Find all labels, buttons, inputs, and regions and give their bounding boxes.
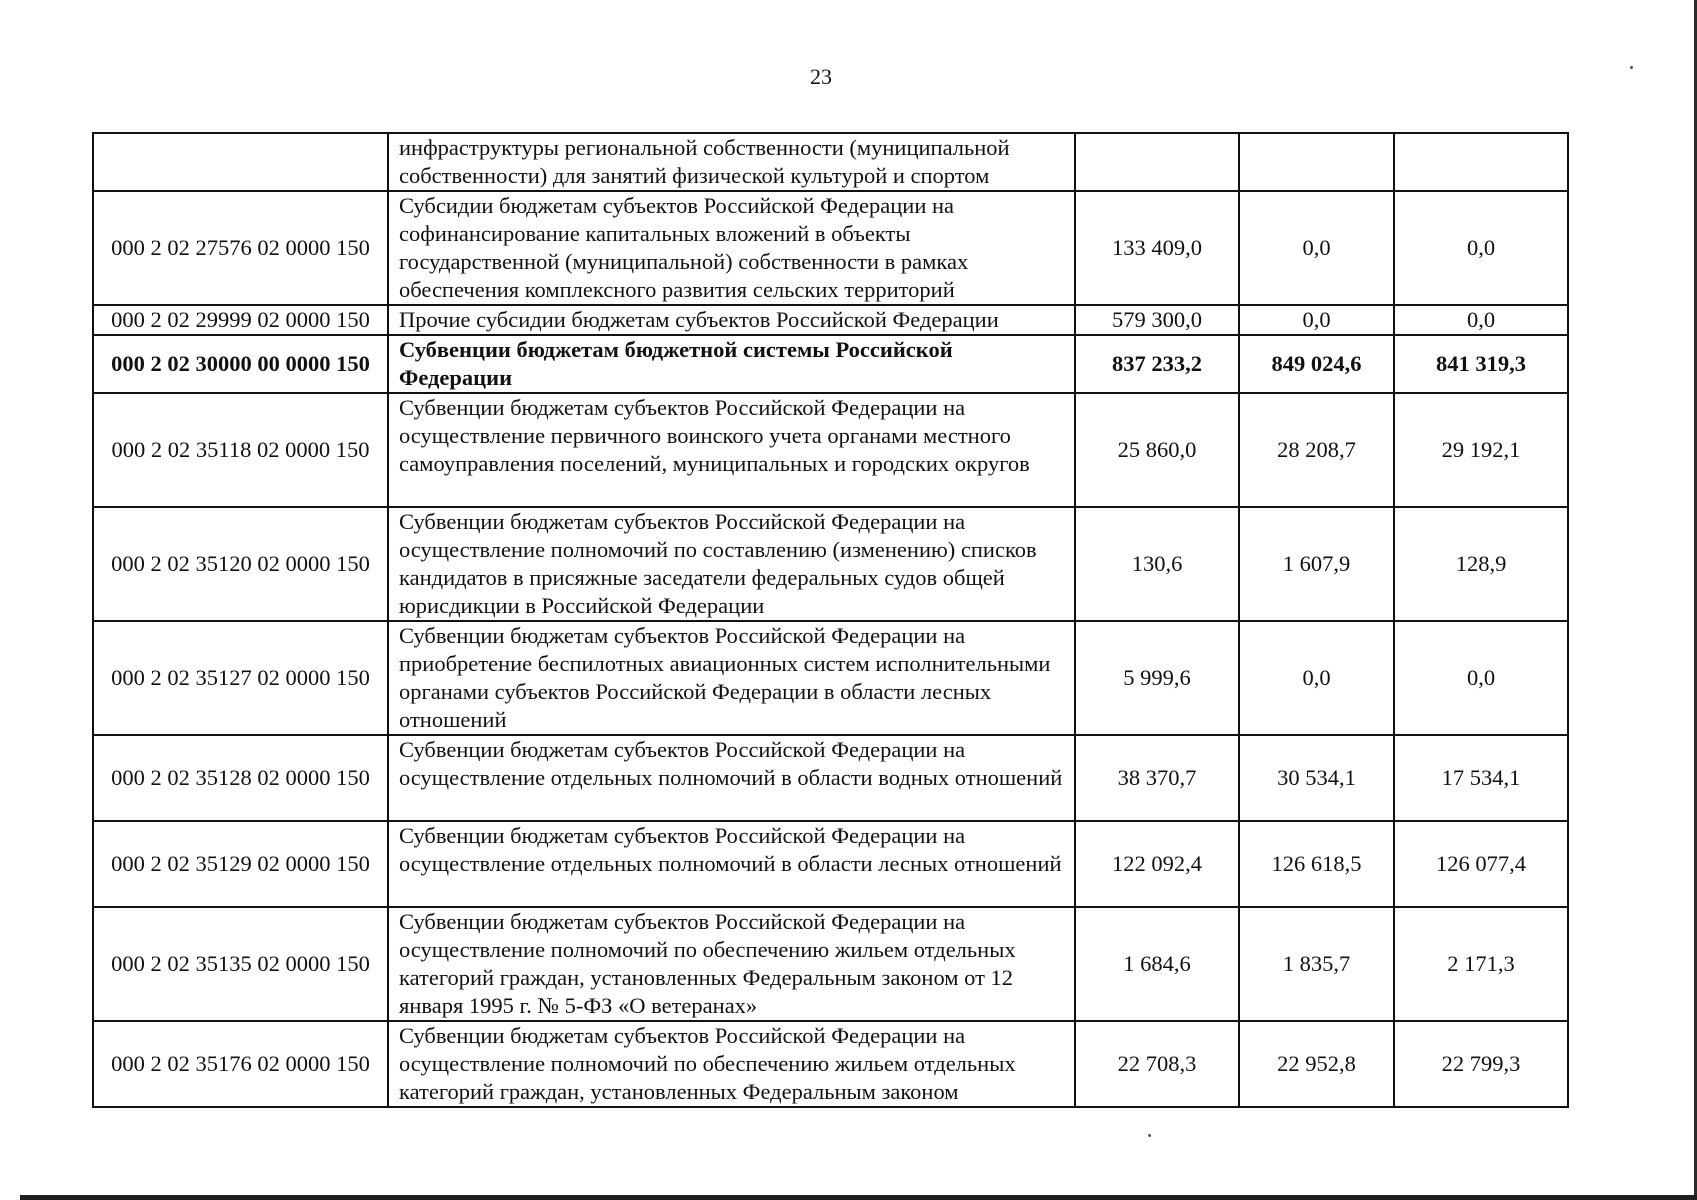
row-description: Субвенции бюджетам бюджетной системы Российской Федерации bbox=[388, 335, 1075, 393]
row-value-1: 22 708,3 bbox=[1075, 1021, 1239, 1107]
row-value-2: 1 835,7 bbox=[1239, 907, 1394, 1021]
row-value-3: 22 799,3 bbox=[1394, 1021, 1568, 1107]
row-description: Субвенции бюджетам субъектов Российской Федерации на осуществление отдельных полномочий в области водных отношений bbox=[388, 735, 1075, 821]
table-row bbox=[93, 1021, 1568, 1107]
row-description: Прочие субсидии бюджетам субъектов Российской Федерации bbox=[388, 305, 1075, 335]
scan-speck bbox=[1630, 66, 1633, 69]
row-value-1: 25 860,0 bbox=[1075, 393, 1239, 507]
scan-speck bbox=[1148, 1134, 1151, 1137]
budget-table-body bbox=[93, 133, 1568, 1107]
row-value-2: 0,0 bbox=[1239, 621, 1394, 735]
row-code: 000 2 02 35135 02 0000 150 bbox=[93, 907, 388, 1021]
row-description: Субвенции бюджетам субъектов Российской Федерации на осуществление полномочий по составлению (изменению) списков кандидатов в присяжные заседатели федеральных судов общей юрисдикции в Российской Федерации bbox=[388, 507, 1075, 621]
row-description: Субвенции бюджетам субъектов Российской Федерации на приобретение беспилотных авиационных систем исполнительными органами субъектов Российской Федерации в области лесных отношений bbox=[388, 621, 1075, 735]
row-value-3: 17 534,1 bbox=[1394, 735, 1568, 821]
page-number: 23 bbox=[810, 64, 832, 89]
row-code: 000 2 02 35118 02 0000 150 bbox=[93, 393, 388, 507]
row-value-2: 28 208,7 bbox=[1239, 393, 1394, 507]
row-value-1: 122 092,4 bbox=[1075, 821, 1239, 907]
row-value-1: 5 999,6 bbox=[1075, 621, 1239, 735]
row-description: Субвенции бюджетам субъектов Российской Федерации на осуществление отдельных полномочий в области лесных отношений bbox=[388, 821, 1075, 907]
row-code: 000 2 02 35128 02 0000 150 bbox=[93, 735, 388, 821]
scan-bottom-edge bbox=[20, 1195, 1697, 1200]
table-row-total bbox=[93, 335, 1568, 393]
row-description: Субвенции бюджетам субъектов Российской Федерации на осуществление первичного воинского учета органами местного самоуправления поселений, муниципальных и городских округов bbox=[388, 393, 1075, 507]
row-value-3: 0,0 bbox=[1394, 621, 1568, 735]
table-row bbox=[93, 305, 1568, 335]
row-code: 000 2 02 30000 00 0000 150 bbox=[93, 335, 388, 393]
row-value-3 bbox=[1394, 133, 1568, 191]
table-row bbox=[93, 907, 1568, 1021]
row-value-3: 0,0 bbox=[1394, 305, 1568, 335]
table-row bbox=[93, 735, 1568, 821]
table-row bbox=[93, 821, 1568, 907]
row-value-1: 1 684,6 bbox=[1075, 907, 1239, 1021]
row-value-3: 29 192,1 bbox=[1394, 393, 1568, 507]
row-value-3: 841 319,3 bbox=[1394, 335, 1568, 393]
row-value-2: 30 534,1 bbox=[1239, 735, 1394, 821]
row-value-2 bbox=[1239, 133, 1394, 191]
row-value-1: 133 409,0 bbox=[1075, 191, 1239, 305]
row-description: инфраструктуры региональной собственности (муниципальной собственности) для занятий физической культурой и спортом bbox=[388, 133, 1075, 191]
row-value-2: 22 952,8 bbox=[1239, 1021, 1394, 1107]
table-row bbox=[93, 507, 1568, 621]
row-code: 000 2 02 27576 02 0000 150 bbox=[93, 191, 388, 305]
row-description: Субвенции бюджетам субъектов Российской Федерации на осуществление полномочий по обеспечению жильем отдельных категорий граждан, установленных Федеральным законом от 12 января 1995 г. № 5-ФЗ «О ветеранах» bbox=[388, 907, 1075, 1021]
row-value-3: 0,0 bbox=[1394, 191, 1568, 305]
row-code: 000 2 02 35127 02 0000 150 bbox=[93, 621, 388, 735]
row-value-2: 0,0 bbox=[1239, 191, 1394, 305]
table-row bbox=[93, 191, 1568, 305]
table-row bbox=[93, 621, 1568, 735]
row-value-2: 849 024,6 bbox=[1239, 335, 1394, 393]
row-value-2: 1 607,9 bbox=[1239, 507, 1394, 621]
budget-table bbox=[92, 132, 1569, 1108]
row-description: Субвенции бюджетам субъектов Российской Федерации на осуществление полномочий по обеспечению жильем отдельных категорий граждан, установленных Федеральным законом bbox=[388, 1021, 1075, 1107]
row-value-2: 126 618,5 bbox=[1239, 821, 1394, 907]
row-value-1 bbox=[1075, 133, 1239, 191]
row-value-3: 128,9 bbox=[1394, 507, 1568, 621]
row-value-3: 2 171,3 bbox=[1394, 907, 1568, 1021]
table-row bbox=[93, 133, 1568, 191]
row-description: Субсидии бюджетам субъектов Российской Федерации на софинансирование капитальных вложений в объекты государственной (муниципальной) собственности в рамках обеспечения комплексного развития сельских территорий bbox=[388, 191, 1075, 305]
row-value-1: 579 300,0 bbox=[1075, 305, 1239, 335]
table-row bbox=[93, 393, 1568, 507]
row-code bbox=[93, 133, 388, 191]
row-value-1: 130,6 bbox=[1075, 507, 1239, 621]
row-code: 000 2 02 35129 02 0000 150 bbox=[93, 821, 388, 907]
row-code: 000 2 02 29999 02 0000 150 bbox=[93, 305, 388, 335]
row-value-3: 126 077,4 bbox=[1394, 821, 1568, 907]
row-value-1: 837 233,2 bbox=[1075, 335, 1239, 393]
row-value-1: 38 370,7 bbox=[1075, 735, 1239, 821]
row-value-2: 0,0 bbox=[1239, 305, 1394, 335]
row-code: 000 2 02 35176 02 0000 150 bbox=[93, 1021, 388, 1107]
row-code: 000 2 02 35120 02 0000 150 bbox=[93, 507, 388, 621]
